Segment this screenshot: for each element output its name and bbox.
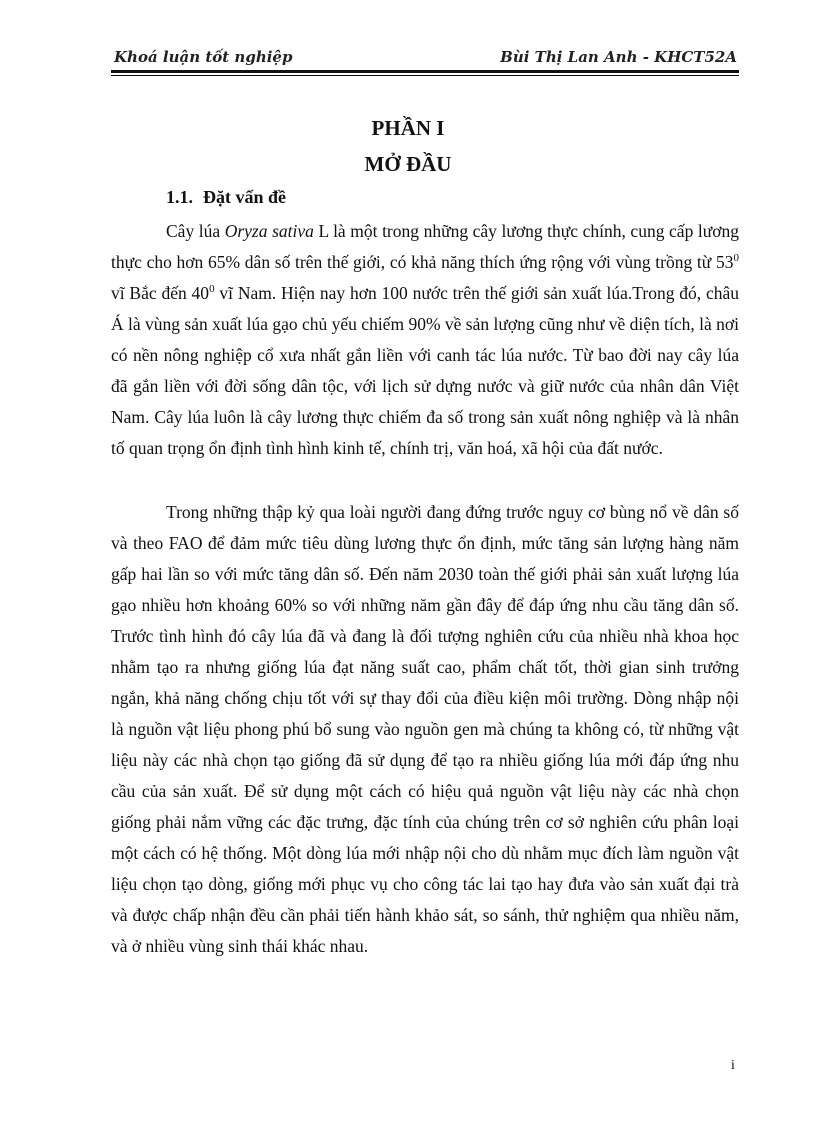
- degree-superscript: 0: [209, 283, 215, 296]
- paragraph-1-text: vĩ Nam. Hiện nay hơn 100 nước trên thế giới sản xuất lúa.Trong đó, châu Á là vùng sản xuất lúa gạo chủ yếu chiếm 90% về sản lượng cũng như về diện tích, là nơi có nền nông nghiệp cổ xưa nhất gắn liền với canh tác lúa nước. Từ bao đời nay cây lúa đã gắn liền với đời sống dân tộc, với lịch sử dựng nước và giữ nước của nhân dân Việt Nam. Cây lúa luôn là cây lương thực chiếm đa số trong sản xuất nông nghiệp và là nhân tố quan trọng ổn định tình hình kinh tế, chính trị, văn hoá, xã hội của đất nước.: [111, 283, 740, 458]
- section-number: 1.1.: [166, 187, 193, 207]
- header-rule-thick: [111, 70, 739, 73]
- paragraph-1-text: L là một trong những cây lương thực chính, cung cấp lương thực cho hơn 65% dân số trên thế giới, có khả năng thích ứng rộng với vùng trồng từ 53: [111, 221, 739, 272]
- section-title: Đặt vấn đề: [203, 187, 287, 207]
- paragraph-1-text: Cây lúa: [166, 221, 225, 241]
- section-heading: [166, 187, 286, 208]
- header-thesis-label: Khoá luận tốt nghiệp: [114, 48, 293, 66]
- header-author: Bùi Thị Lan Anh - KHCT52A: [500, 48, 737, 66]
- part-title: PHẦN I: [371, 116, 445, 140]
- species-name: Oryza sativa: [224, 221, 314, 241]
- page-number: i: [731, 1058, 735, 1073]
- header-rule-thin: [111, 75, 739, 76]
- degree-superscript: 0: [733, 252, 739, 265]
- page-header: [111, 40, 739, 74]
- paragraph-1: [111, 216, 739, 464]
- part-heading: MỞ ĐẦU: [364, 152, 452, 176]
- paragraph-1-text: vĩ Bắc đến 40: [111, 283, 210, 303]
- paragraph-2: Trong những thập kỷ qua loài người đang đứng trước nguy cơ bùng nổ về dân số và theo FAO để đảm mức tiêu dùng lương thực ổn định, mức tăng sản lượng hàng năm gấp hai lần so với mức tăng dân số. Đến năm 2030 toàn thế giới phải sản xuất lượng lúa gạo nhiều hơn khoảng 60% so với những năm gần đây để đáp ứng nhu cầu tăng dân số. Trước tình hình đó cây lúa đã và đang là đối tượng nghiên cứu của nhiều nhà khoa học nhằm tạo ra nhưng giống lúa đạt năng suất cao, phẩm chất tốt, thời gian sinh trưởng ngắn, khả năng chống chịu tốt với sự thay đổi của điều kiện môi trường. Dòng nhập nội là nguồn vật liệu phong phú bổ sung vào nguồn gen mà chúng ta không có, từ những vật liệu này các nhà chọn tạo giống đã sử dụng để tạo ra nhiều giống lúa mới đáp ứng nhu cầu của sản xuất. Để sử dụng một cách có hiệu quả nguồn vật liệu này các nhà chọn giống phải nắm vững các đặc trưng, đặc tính của chúng trên cơ sở nghiên cứu phân loại một cách có hệ thống. Một dòng lúa mới nhập nội cho dù nhằm mục đích làm nguồn vật liệu chọn tạo dòng, giống mới phục vụ cho công tác lai tạo hay đưa vào sản xuất đại trà và được chấp nhận đều cần phải tiến hành khảo sát, so sánh, thử nghiệm qua nhiều năm, và ở nhiều vùng sinh thái khác nhau.: [111, 502, 739, 956]
